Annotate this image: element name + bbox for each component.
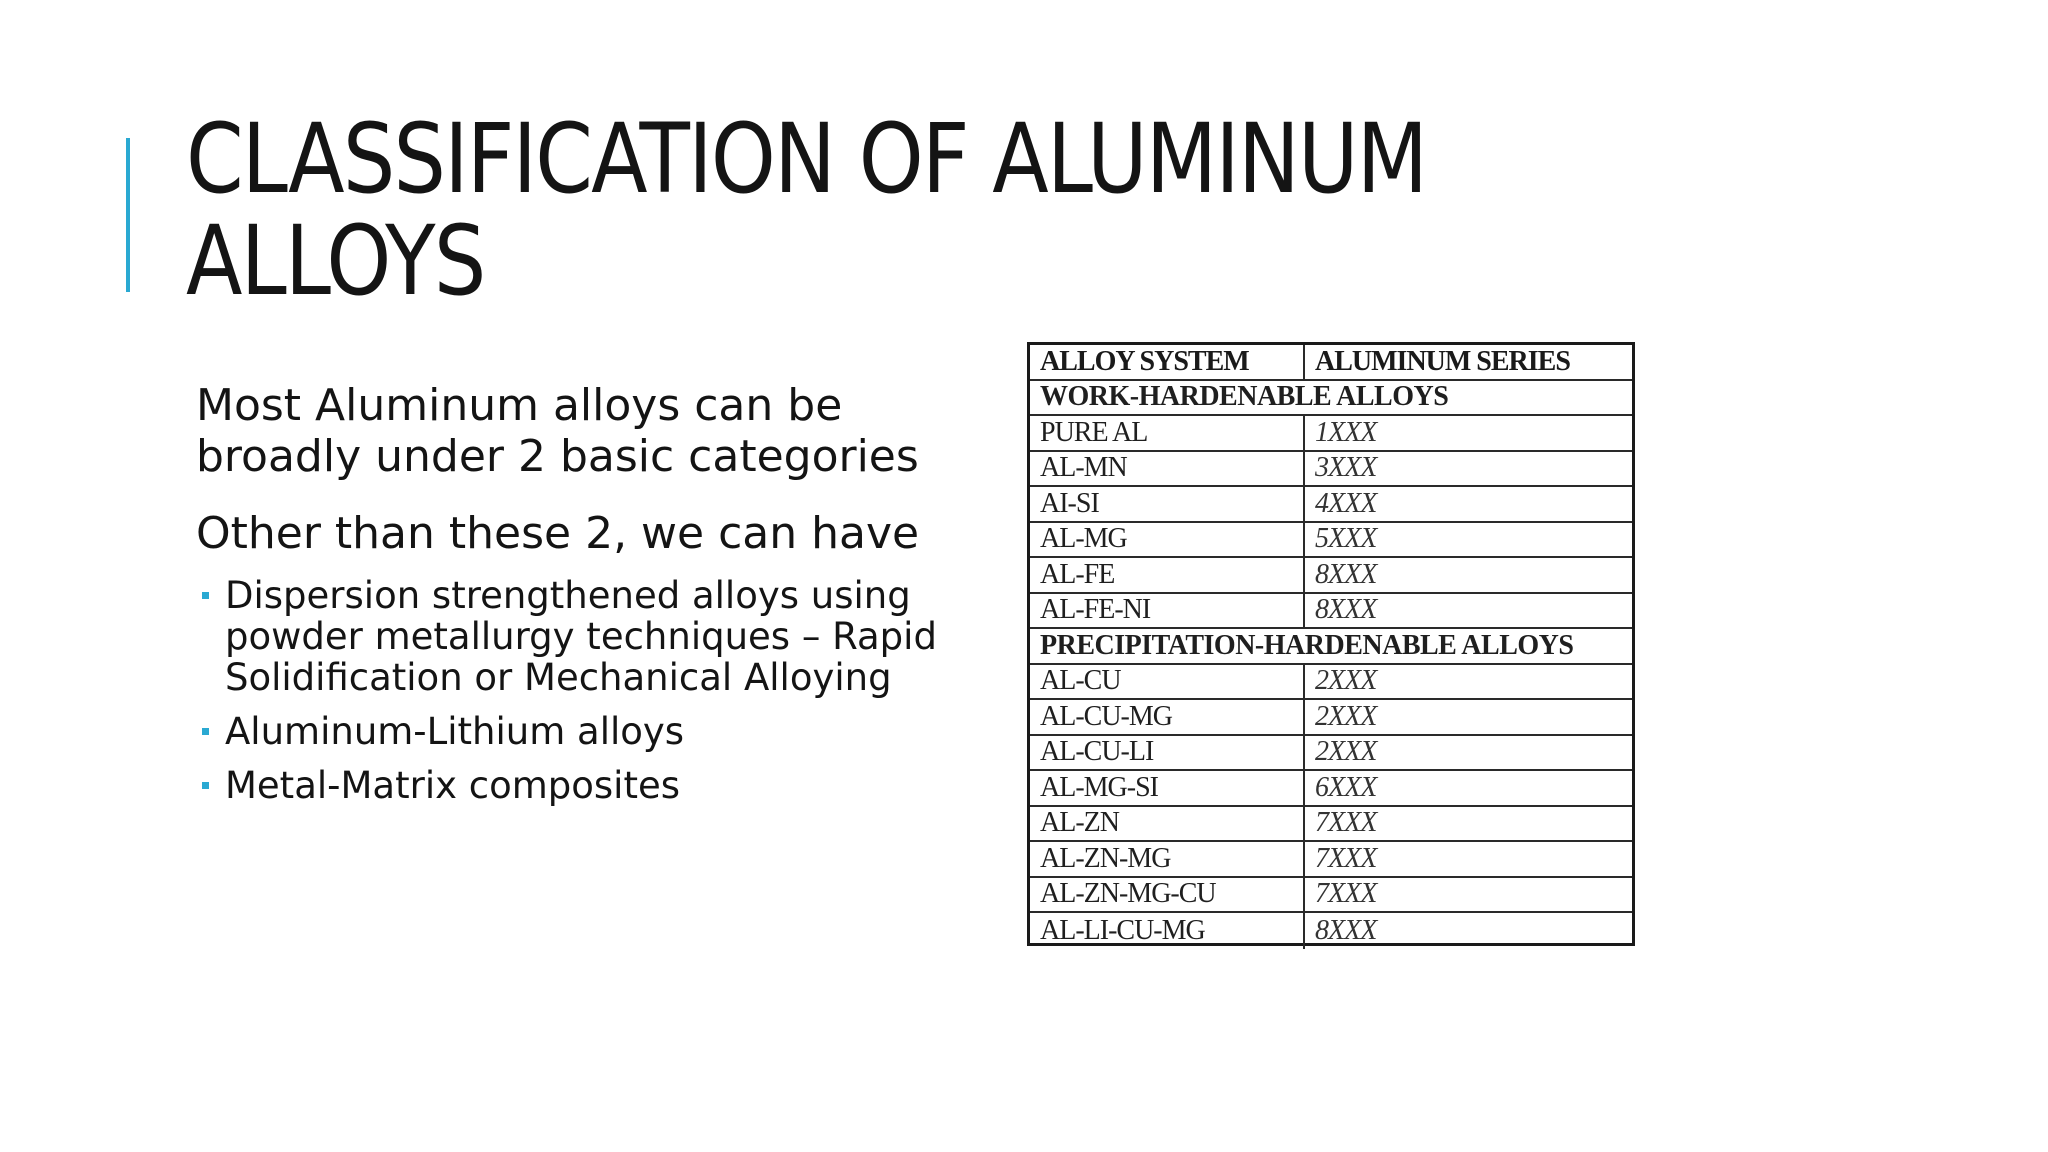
aluminum-series-cell: 5XXX <box>1315 523 1377 555</box>
bullet-text: Aluminum-Lithium alloys <box>225 710 685 753</box>
aluminum-series-cell: 2XXX <box>1315 736 1377 768</box>
table-row <box>1030 807 1632 843</box>
bullet-list <box>196 575 966 806</box>
bullet-square-icon <box>202 728 209 735</box>
body-text <box>196 380 966 819</box>
table-row <box>1030 523 1632 559</box>
table-row <box>1030 771 1632 807</box>
alloy-system-cell: AL-ZN-MG-CU <box>1030 878 1305 912</box>
table-section-row <box>1030 629 1632 665</box>
section-label: PRECIPITATION-HARDENABLE ALLOYS <box>1040 629 1574 661</box>
table-row <box>1030 700 1632 736</box>
bullet-square-icon <box>202 782 209 789</box>
alloy-system-cell: AL-CU <box>1030 665 1305 699</box>
aluminum-series-cell: 2XXX <box>1315 700 1377 732</box>
alloy-classification-table <box>1027 342 1635 946</box>
section-label: WORK-HARDENABLE ALLOYS <box>1040 381 1449 413</box>
table-row <box>1030 878 1632 914</box>
header-alloy-system: ALLOY SYSTEM <box>1030 345 1305 379</box>
alloy-system-cell: AL-MN <box>1030 452 1305 486</box>
bullet-item <box>196 765 966 806</box>
bullet-item <box>196 711 966 752</box>
header-aluminum-series: ALUMINUM SERIES <box>1315 345 1570 377</box>
table-row <box>1030 842 1632 878</box>
aluminum-series-cell: 8XXX <box>1315 558 1377 590</box>
aluminum-series-cell: 1XXX <box>1315 416 1377 448</box>
table-section-row <box>1030 381 1632 417</box>
alloy-system-cell: AI-SI <box>1030 487 1305 521</box>
aluminum-series-cell: 7XXX <box>1315 878 1377 910</box>
alloy-system-cell: AL-FE-NI <box>1030 594 1305 628</box>
alloy-system-cell: AL-CU-LI <box>1030 736 1305 770</box>
table-row <box>1030 665 1632 701</box>
alloy-system-cell: AL-MG <box>1030 523 1305 557</box>
intro-paragraph: Most Aluminum alloys can be broadly under 2 basic categories <box>196 380 919 482</box>
table-row <box>1030 913 1632 949</box>
aluminum-series-cell: 8XXX <box>1315 914 1377 946</box>
alloy-system-cell: AL-ZN <box>1030 807 1305 841</box>
aluminum-series-cell: 2XXX <box>1315 665 1377 697</box>
bullet-text: Metal-Matrix composites <box>225 764 681 807</box>
slide-title <box>186 103 1691 317</box>
alloy-system-cell: PURE AL <box>1030 416 1305 450</box>
table-row <box>1030 736 1632 772</box>
alloy-system-cell: AL-MG-SI <box>1030 771 1305 805</box>
table-row <box>1030 558 1632 594</box>
aluminum-series-cell: 4XXX <box>1315 487 1377 519</box>
slide-title-line-1: CLASSIFICATION OF ALUMINUM <box>186 103 1427 215</box>
bullet-square-icon <box>202 592 209 599</box>
table-row <box>1030 487 1632 523</box>
alloy-system-cell: AL-LI-CU-MG <box>1030 913 1305 949</box>
bullet-item <box>196 575 966 698</box>
table-row <box>1030 416 1632 452</box>
aluminum-series-cell: 3XXX <box>1315 452 1377 484</box>
table-row <box>1030 452 1632 488</box>
slide-title-line-2: ALLOYS <box>186 205 485 317</box>
aluminum-series-cell: 7XXX <box>1315 807 1377 839</box>
aluminum-series-cell: 8XXX <box>1315 594 1377 626</box>
aluminum-series-cell: 7XXX <box>1315 842 1377 874</box>
alloy-system-cell: AL-CU-MG <box>1030 700 1305 734</box>
table-row <box>1030 594 1632 630</box>
aluminum-series-cell: 6XXX <box>1315 771 1377 803</box>
title-accent-bar <box>126 138 130 292</box>
other-paragraph: Other than these 2, we can have <box>196 508 920 559</box>
table-header-row <box>1030 345 1632 381</box>
alloy-system-cell: AL-FE <box>1030 558 1305 592</box>
alloy-system-cell: AL-ZN-MG <box>1030 842 1305 876</box>
bullet-text: Dispersion strengthened alloys using powder metallurgy techniques – Rapid Solidification or Mechanical Alloying <box>225 574 937 699</box>
